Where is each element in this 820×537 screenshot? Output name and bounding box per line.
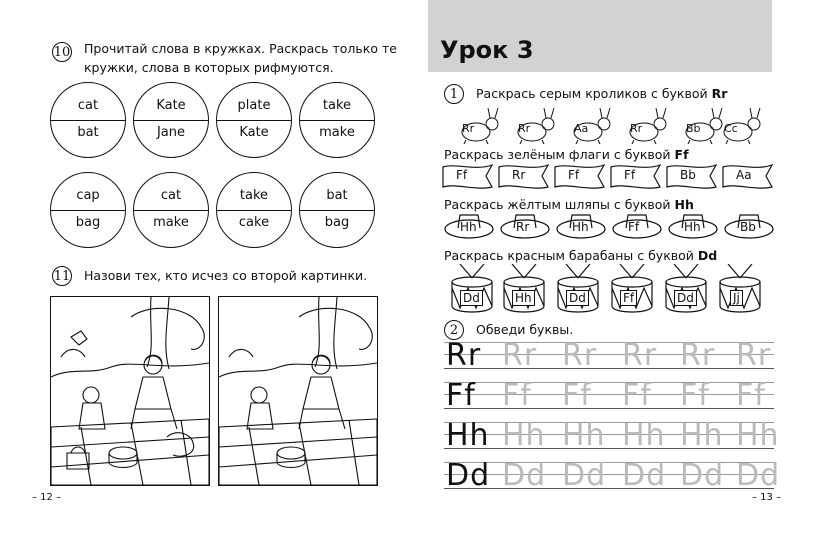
flag[interactable] bbox=[442, 163, 494, 189]
tracing-dotted: Hh bbox=[680, 418, 724, 453]
tracing-dotted: Rr bbox=[680, 338, 716, 373]
hat[interactable] bbox=[556, 212, 606, 240]
flag[interactable] bbox=[610, 163, 662, 189]
flag-letter: Rr bbox=[512, 168, 526, 182]
rabbit[interactable] bbox=[508, 108, 562, 144]
task-10-number: 10 bbox=[52, 42, 72, 62]
rabbit-letter: Aa bbox=[574, 122, 589, 135]
drum-icon bbox=[664, 264, 708, 314]
tracing-sample: Dd bbox=[446, 458, 491, 493]
tracing-dotted: Hh bbox=[502, 418, 546, 453]
tracing-dotted: Ff bbox=[562, 378, 592, 413]
rhyme-word-top: cat bbox=[77, 98, 99, 113]
task-1-letter: Rr bbox=[711, 86, 728, 101]
task-11-number: 11 bbox=[52, 266, 72, 286]
rhyme-word-top: plate bbox=[237, 98, 271, 113]
hat-letter: Hh bbox=[460, 220, 477, 234]
rhyme-word-bottom: bat bbox=[77, 125, 99, 140]
flag-letter: Ff bbox=[456, 168, 468, 182]
rhyme-circle[interactable] bbox=[133, 172, 209, 248]
tracing-dotted: Rr bbox=[736, 338, 772, 373]
lesson-title: Урок 3 bbox=[440, 36, 534, 64]
flag-icon bbox=[554, 163, 606, 189]
rhyme-word-bottom: bag bbox=[324, 215, 350, 230]
hat-letter: Rr bbox=[516, 220, 530, 234]
task-2-text: Обведи буквы. bbox=[476, 322, 574, 337]
task-11-text: Назови тех, кто исчез со второй картинки. bbox=[84, 268, 368, 283]
flag-letter: Bb bbox=[680, 168, 696, 182]
flag[interactable] bbox=[722, 163, 774, 189]
rhyme-divider bbox=[134, 210, 208, 211]
tracing-dotted: Dd bbox=[622, 458, 667, 493]
flag[interactable] bbox=[498, 163, 550, 189]
tracing-sample: Rr bbox=[446, 338, 482, 373]
flags-letter: Ff bbox=[674, 147, 689, 162]
task-1-text bbox=[476, 84, 727, 103]
tracing-row-hh[interactable] bbox=[444, 418, 780, 458]
drum[interactable] bbox=[718, 264, 762, 314]
drum-letter: Dd bbox=[460, 290, 483, 306]
hat-letter: Hh bbox=[572, 220, 589, 234]
drum[interactable] bbox=[664, 264, 708, 314]
task-1-number: 1 bbox=[444, 84, 464, 104]
rhyme-word-bottom: Jane bbox=[156, 125, 186, 140]
rhyme-word-top: bat bbox=[326, 188, 348, 203]
hats-label: Раскрась жёлтым шляпы с буквой bbox=[444, 197, 671, 212]
rhyme-circle[interactable] bbox=[133, 82, 209, 158]
drum-letter: Ff bbox=[620, 290, 637, 306]
rhyme-divider bbox=[134, 120, 208, 121]
rhyme-word-top: cat bbox=[160, 188, 182, 203]
task-1-label: Раскрась серым кроликов с буквой bbox=[476, 86, 708, 101]
rhyme-word-bottom: make bbox=[153, 215, 189, 230]
hat[interactable] bbox=[612, 212, 662, 240]
picture-park-original bbox=[50, 296, 210, 486]
tracing-dotted: Dd bbox=[562, 458, 607, 493]
flag-letter: Ff bbox=[624, 168, 636, 182]
rabbit-icon bbox=[508, 108, 562, 144]
tracing-dotted: Ff bbox=[622, 378, 652, 413]
rhyme-word-top: take bbox=[239, 188, 269, 203]
rhyme-word-top: take bbox=[322, 98, 352, 113]
flag-icon bbox=[442, 163, 494, 189]
page-number-left: – 12 – bbox=[32, 492, 62, 503]
park-scene-illustration bbox=[219, 297, 377, 485]
rabbit-letter: Bb bbox=[686, 122, 701, 135]
flag[interactable] bbox=[666, 163, 718, 189]
rhyme-word-top: cap bbox=[76, 188, 100, 203]
tracing-dotted: Dd bbox=[502, 458, 547, 493]
drum-letter: Dd bbox=[674, 290, 697, 306]
flag-letter: Ff bbox=[568, 168, 580, 182]
drum[interactable] bbox=[610, 264, 654, 314]
rhyme-circle[interactable] bbox=[216, 172, 292, 248]
rabbit[interactable] bbox=[564, 108, 618, 144]
rabbit[interactable] bbox=[620, 108, 674, 144]
hat[interactable] bbox=[668, 212, 718, 240]
rabbit-letter: Rr bbox=[518, 122, 531, 135]
tracing-dotted: Ff bbox=[736, 378, 766, 413]
rhyme-word-bottom: bag bbox=[75, 215, 101, 230]
flag-icon bbox=[610, 163, 662, 189]
tracing-dotted: Hh bbox=[562, 418, 606, 453]
hat[interactable] bbox=[500, 212, 550, 240]
rhyme-circle[interactable] bbox=[50, 172, 126, 248]
rhyme-divider bbox=[51, 210, 125, 211]
rabbit-icon bbox=[452, 108, 506, 144]
hat[interactable] bbox=[444, 212, 494, 240]
drum-icon bbox=[502, 264, 546, 314]
flag-letter: Aa bbox=[736, 168, 752, 182]
rhyme-circle[interactable] bbox=[299, 172, 375, 248]
flags-task-text bbox=[444, 145, 689, 164]
task-10-text bbox=[84, 39, 397, 77]
hat[interactable] bbox=[724, 212, 774, 240]
hat-letter: Hh bbox=[684, 220, 701, 234]
tracing-dotted: Hh bbox=[736, 418, 780, 453]
tracing-dotted: Rr bbox=[562, 338, 598, 373]
hat-letter: Ff bbox=[628, 220, 640, 234]
drum-letter: Jj bbox=[730, 290, 743, 306]
hats-letter: Hh bbox=[674, 197, 694, 212]
hat-letter: Bb bbox=[740, 220, 756, 234]
drum-icon bbox=[718, 264, 762, 314]
drum-icon bbox=[450, 264, 494, 314]
rhyme-circle[interactable] bbox=[299, 82, 375, 158]
task-10-line2: кружки, слова в которых рифмуются. bbox=[84, 60, 334, 75]
tracing-sample: Ff bbox=[446, 378, 476, 413]
picture-park-changed bbox=[218, 296, 378, 486]
rabbit-letter: Rr bbox=[462, 122, 475, 135]
park-scene-illustration bbox=[51, 297, 209, 485]
drums-task-text bbox=[444, 246, 717, 265]
tracing-sample: Hh bbox=[446, 418, 490, 453]
page-number-right: – 13 – bbox=[752, 492, 782, 503]
rhyme-word-bottom: cake bbox=[238, 215, 270, 230]
drum-icon bbox=[556, 264, 600, 314]
rabbit-icon bbox=[620, 108, 674, 144]
rabbit-letter: Rr bbox=[630, 122, 643, 135]
rhyme-word-top: Kate bbox=[156, 98, 186, 113]
rhyme-divider bbox=[217, 120, 291, 121]
rhyme-divider bbox=[300, 120, 374, 121]
drums-label: Раскрась красным барабаны с буквой bbox=[444, 248, 694, 263]
tracing-dotted: Hh bbox=[622, 418, 666, 453]
task-10-line1: Прочитай слова в кружках. Раскрась только те bbox=[84, 41, 397, 56]
tracing-dotted: Rr bbox=[622, 338, 658, 373]
flags-label: Раскрась зелёным флаги с буквой bbox=[444, 147, 671, 162]
drum[interactable] bbox=[502, 264, 546, 314]
rabbit-letter: Cc bbox=[724, 122, 738, 135]
rabbit[interactable] bbox=[452, 108, 506, 144]
rhyme-divider bbox=[217, 210, 291, 211]
drum[interactable] bbox=[450, 264, 494, 314]
tracing-dotted: Rr bbox=[502, 338, 538, 373]
flag[interactable] bbox=[554, 163, 606, 189]
task-2-number: 2 bbox=[444, 320, 464, 340]
rabbit[interactable] bbox=[714, 108, 768, 144]
drums-letter: Dd bbox=[697, 248, 718, 263]
rhyme-divider bbox=[51, 120, 125, 121]
tracing-row-rr[interactable] bbox=[444, 338, 774, 378]
tracing-dotted: Dd bbox=[680, 458, 725, 493]
drum-letter: Dd bbox=[566, 290, 589, 306]
rabbit-icon bbox=[714, 108, 768, 144]
drum[interactable] bbox=[556, 264, 600, 314]
drum-icon bbox=[610, 264, 654, 314]
tracing-dotted: Dd bbox=[736, 458, 781, 493]
rhyme-circle[interactable] bbox=[216, 82, 292, 158]
rabbit-icon bbox=[564, 108, 618, 144]
tracing-dotted: Ff bbox=[680, 378, 710, 413]
rhyme-divider bbox=[300, 210, 374, 211]
tracing-dotted: Ff bbox=[502, 378, 532, 413]
drum-letter: Hh bbox=[512, 290, 535, 306]
rhyme-word-bottom: Kate bbox=[239, 125, 269, 140]
rhyme-word-bottom: make bbox=[319, 125, 355, 140]
rhyme-circle[interactable] bbox=[50, 82, 126, 158]
tracing-row-ff[interactable] bbox=[444, 378, 774, 418]
